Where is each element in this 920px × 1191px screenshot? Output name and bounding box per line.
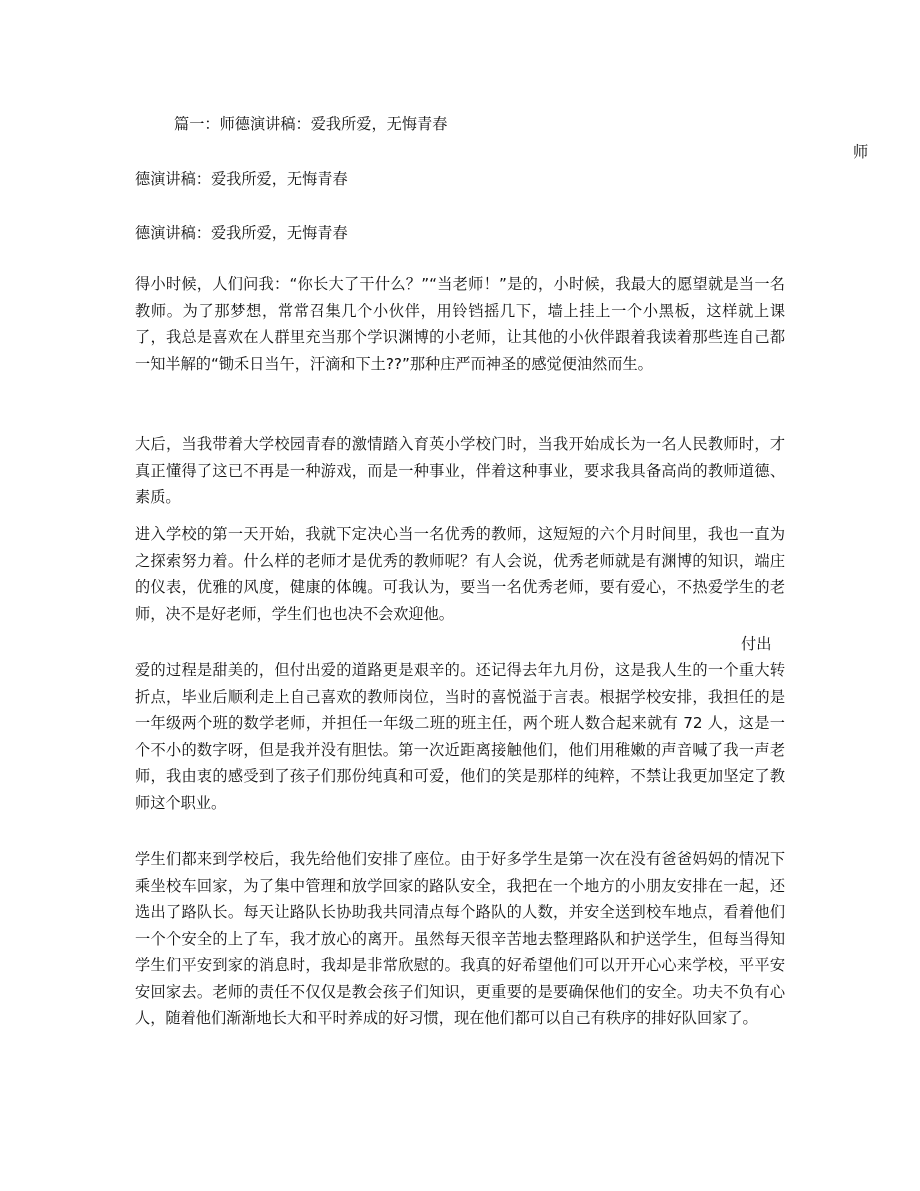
paragraph-childhood: 得小时候，人们问我：“你长大了干什么？”“当老师！”是的，小时候，我最大的愿望就是当一名教师。为了那梦想，常常召集几个小伙伴，用铃铛摇几下，墙上挂上一个小黑板，这样就上课了，我总是喜欢在人群里充当那个学识渊博的小老师，让其他的小伙伴跟着我读着那些连自己都一知半解的“锄禾日当午，汗滴和下土??”那种庄严而神圣的感觉便油然而生。 — [135, 275, 785, 373]
paragraph-love: 爱的过程是甜美的，但付出爱的道路更是艰辛的。还记得去年九月份，这是我人生的一个重大转折点，毕业后顺利走上自己喜欢的教师岗位，当时的喜悦溢于言表。根据学校安排，我担任的是一年级两个班的数学老师，并担任一年级二班的班主任，两个班人数合起来就有 72 人，这是一个不小的数字呀，但是我并没有胆怯。第一次近距离接触他们，他们用稚嫩的声音喊了我一声老师，我由衷的感受到了孩子们那份纯真和可爱，他们的笑是那样的纯粹，不禁让我更加坚定了教师这个职业。 — [135, 661, 785, 812]
subtitle-line-1: 德演讲稿：爱我所爱，无悔青春 — [135, 170, 348, 188]
paragraph-first-day: 进入学校的第一天开始，我就下定决心当一名优秀的教师，这短短的六个月时间里，我也一直为之探索努力着。什么样的老师才是优秀的教师呢？有人会说，优秀老师就是有渊博的知识，端庄的仪表，优雅的风度，健康的体魄。可我认为，要当一名优秀老师，要有爱心，不热爱学生的老师，决不是好老师，学生们也也决不会欢迎他。 — [135, 525, 785, 623]
paragraph-students: 学生们都来到学校后，我先给他们安排了座位。由于好多学生是第一次在没有爸爸妈妈的情况下乘坐校车回家，为了集中管理和放学回家的路队安全，我把在一个地方的小朋友安排在一起，还选出了路队长。每天让路队长协助我共同清点每个路队的人数，并安全送到校车地点，看着他们一个个安全的上了车，我才放心的离开。虽然每天很辛苦地去整理路队和护送学生，但每当得知学生们平安到家的消息时，我却是非常欣慰的。我真的好希望他们可以开开心心来学校，平平安安回家去。老师的责任不仅仅是教会孩子们知识，更重要的是要确保他们的安全。功夫不负有心人，随着他们渐渐地长大和平时养成的好习惯，现在他们都可以自己有秩序的排好队回家了。 — [135, 850, 785, 1027]
floating-label-fuchu: 付出 — [741, 635, 772, 653]
subtitle-line-2: 德演讲稿：爱我所爱，无悔青春 — [135, 224, 348, 242]
title-overflow-char: 师 — [853, 143, 869, 161]
document-title: 篇一：师德演讲稿：爱我所爱，无悔青春 — [174, 115, 448, 133]
paragraph-growing-up: 大后，当我带着大学校园青春的激情踏入育英小学校门时，当我开始成长为一名人民教师时，才真正懂得了这已不再是一种游戏，而是一种事业，伴着这种事业，要求我具备高尚的教师道德、素质。 — [135, 435, 785, 506]
